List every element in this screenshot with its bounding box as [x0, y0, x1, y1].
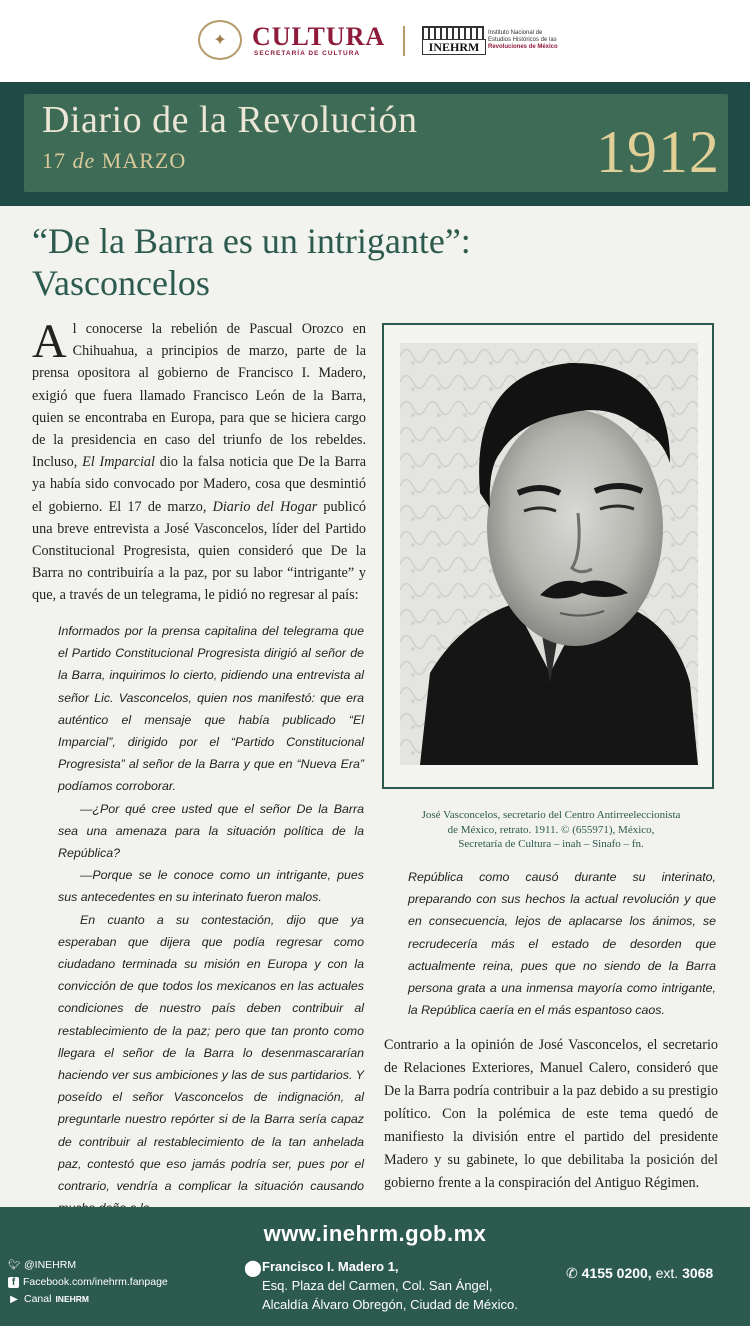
website-link[interactable]: www.inehrm.gob.mx: [263, 1221, 487, 1246]
interview-quote: [58, 620, 364, 1219]
social-links: [8, 1257, 168, 1308]
article-intro: Al conocerse la rebelión de Pascual Orozco en Chihuahua, a principios de marzo, parte de la prensa opositora al gobierno de Francisco I. Madero, exigió que fuera llamado Francisco León de la Barra, quien se encontraba en Europa, para que se hiciera cargo de la presidencia en caso del triunfo de los rebeldes. Incluso, El Imparcial dio la falsa noticia que De la Barra ya había sido convocado por Madero, cosa que desmintió el gobierno. El 17 de marzo, Diario del Hogar publicó una breve entrevista a José Vasconcelos, líder del Partido Constitucional Progresista, quien consideró que De la Barra no contribuiría a la paz, por su labor “intrigante” y que, a través de un telegrama, le pidió no regresar al país:: [32, 315, 366, 604]
drop-cap: A: [32, 315, 67, 368]
article-conclusion: Contrario a la opinión de José Vasconcelos, el secretario de Relaciones Exteriores, Manuel Calero, consideró que De la Barra podría contribuir a la paz debido a su prestigio político. Con la polémica de este tema quedó de manifiesto la división entre el partido del presidente Madero y su gabinete, lo que debilitaba la posición del gobierno frente a la conspiración del Antiguo Régimen.: [384, 1037, 718, 1191]
phone-number[interactable]: ✆ 4155 0200, ext. 3068: [566, 1265, 714, 1281]
logo-header: [0, 0, 750, 82]
publication-year: 1912: [596, 119, 720, 185]
article-headline: “De la Barra es un intrigante”: Vasconcelos: [32, 221, 471, 303]
inehrm-description: Instituto Nacional de Estudios Históricos de las Revoluciones de México: [488, 30, 558, 50]
twitter-link[interactable]: 🐦︎ @INEHRM: [8, 1257, 168, 1274]
logo-divider: [403, 26, 405, 56]
quote-paragraph: República como causó durante su interinato, preparando con sus hechos la actual revolución y que en consecuencia, lejos de aplacarse los ánimos, se recrudecería más el estado de desorden que actualmente reina, pues que no siendo de la Barra persona grata a una inmensa mayoría como intrigante, la República caería en el más espantoso caos.: [408, 870, 716, 1018]
quote-paragraph: Informados por la prensa capitalina del telegrama que el Partido Constitucional Progresista dirigió al señor de la Barra, inquirimos lo cierto, pidiendo una entrevista al señor Lic. Vasconcelos, quien nos manifestó: que era auténtico el mensaje que había publicado “El Imparcial”, dirigido por el “Partido Constitucional Progresista” al señor de la Barra y que en “Nueva Era” podíamos corroborar.: [58, 624, 364, 794]
seal-icon: ✦: [198, 20, 242, 60]
photo-caption: José Vasconcelos, secretario del Centro Antirreeleccionista de México, retrato. 1911. © (655971), México, Secretaría de Cultura – inah – Sinafo – fn.: [421, 809, 681, 850]
cultura-subtitle: SECRETARÍA DE CULTURA: [254, 50, 361, 57]
interview-quote-continued: [408, 866, 716, 1021]
cultura-logo: CULTURA: [252, 22, 386, 51]
twitter-icon: 🐦︎: [8, 1260, 21, 1271]
inehrm-logo: INEHRM: [422, 39, 486, 55]
facebook-link[interactable]: f Facebook.com/inehrm.fanpage: [8, 1274, 168, 1291]
publication-date: 17 de MARZO: [42, 148, 187, 173]
quote-question: —¿Por qué cree usted que el señor De la Barra sea una amenaza para la situación política de la República?: [58, 801, 364, 861]
youtube-icon: ▶: [10, 1294, 18, 1305]
quote-paragraph: En cuanto a su contestación, dijo que ya esperaban que dijera que podía regresar como ciudadano terminada su misión en Europa y con la convicción de que todos los mexicanos en las actuales condiciones de nuestro país deben contribuir al restablecimiento de la paz; pero que tan pronto como llegara el señor de la Barra lo desenmascararían haciendo ver sus ambiciones y las de sus partidarios. Y poseído el señor Vasconcelos de indignación, al preguntarle nuestro repórter si de la Barra sería capaz de contribuir al restablecimiento de la tan anhelada paz, contestó que eso jamás podría ser, pues por el contrario, vendría a complicar la situación causando: [58, 912, 364, 1194]
publication-title: Diario de la Revolución: [42, 99, 418, 141]
location-pin-icon: ⬤: [244, 1260, 262, 1277]
facebook-icon: f: [8, 1277, 19, 1288]
vasconcelos-portrait: [400, 343, 698, 765]
footer: www.inehrm.gob.mx 🐦︎ @INEHRM f Facebook.com/inehrm.fanpage ▶ Canal INEHRM ⬤ Francisco I. Madero 1, Esq. Plaza del Carmen, Col. San Ángel, Alcaldía Álvaro Obregón, Ciudad de México. ✆ 4155 0200, ext. 3068: [0, 1207, 750, 1326]
quote-answer: —Porque se le conoce como un intrigante, pues sus antecedentes en su interinato fueron malos.: [58, 868, 364, 905]
inehrm-building-icon: [422, 26, 484, 40]
youtube-link[interactable]: ▶ Canal INEHRM: [8, 1291, 168, 1308]
phone-icon: ✆: [566, 1265, 578, 1281]
